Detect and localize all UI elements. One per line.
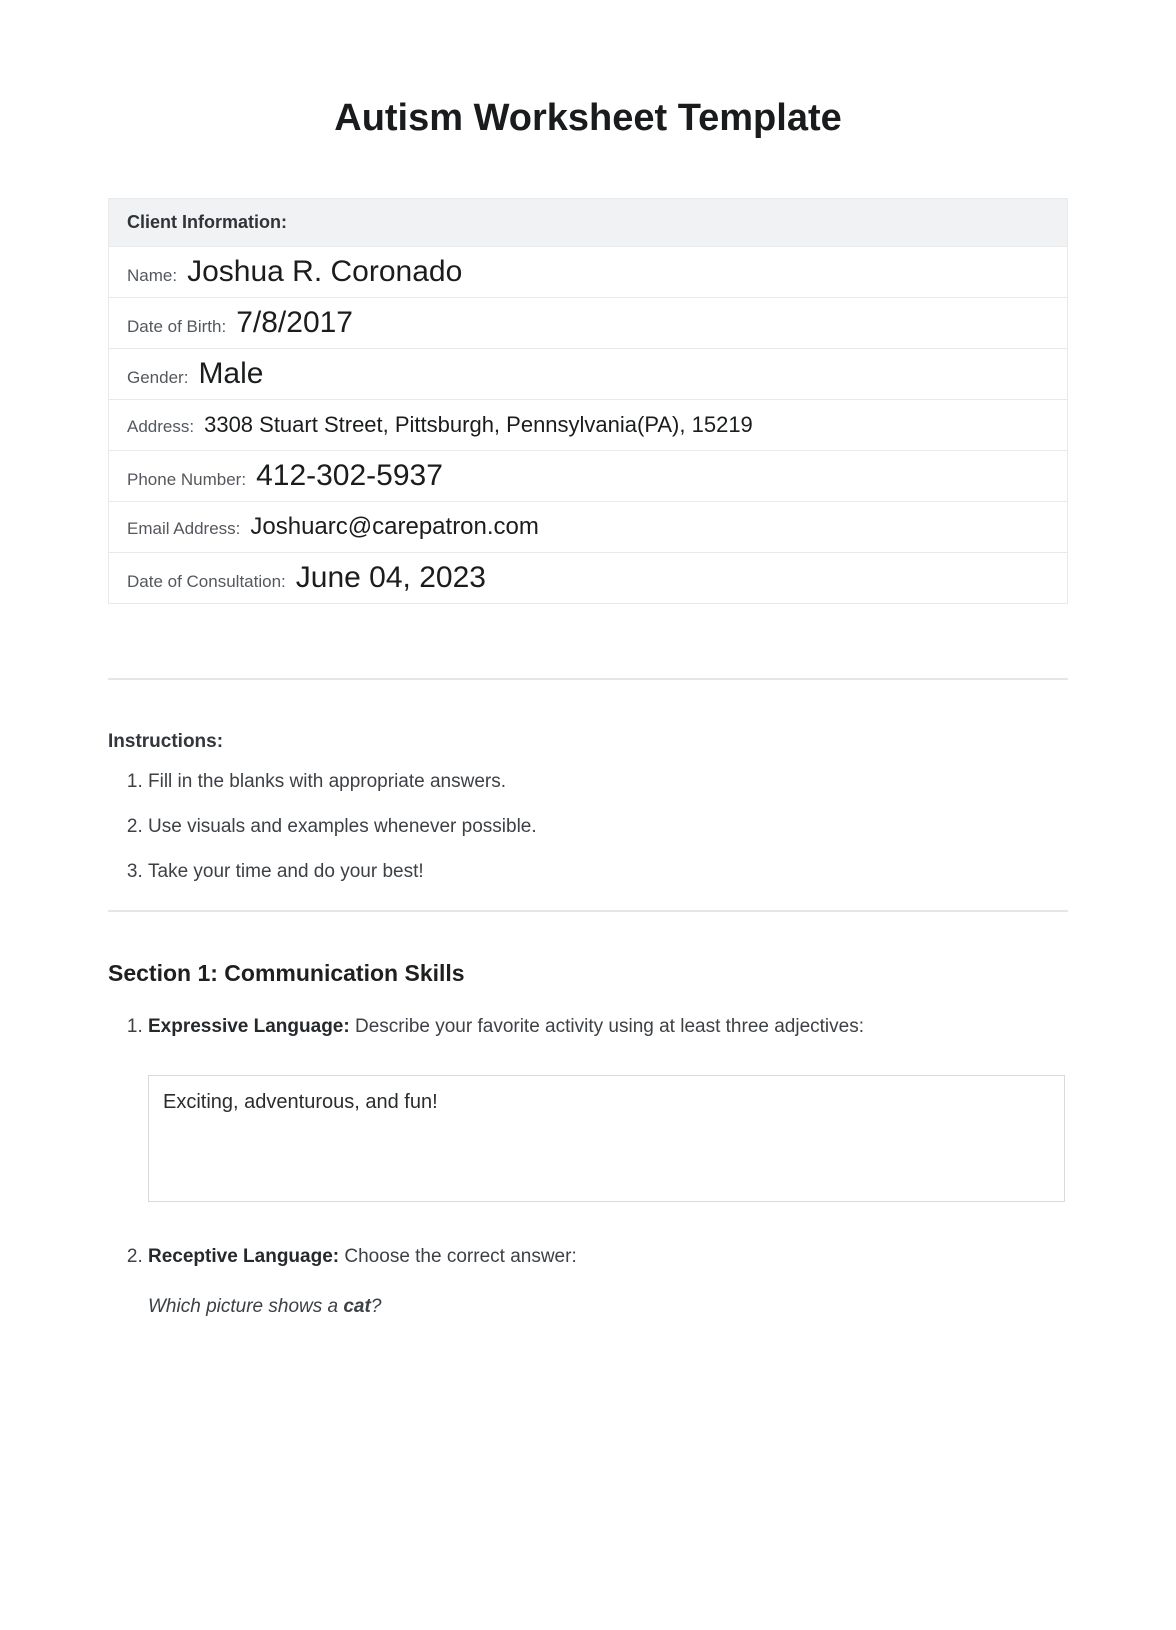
client-info-header-row [109, 199, 1068, 247]
section-divider-top [108, 678, 1068, 680]
question-2-label: Receptive Language: [148, 1246, 340, 1267]
client-row-email [109, 502, 1068, 553]
question-2-prompt: Choose the correct answer: [344, 1246, 577, 1267]
instructions-list [108, 770, 1068, 884]
field-value-name: Joshua R. Coronado [187, 255, 463, 288]
instruction-item-1: 1. Fill in the blanks with appropriate answers. [148, 770, 1068, 794]
expressive-language-answer-box[interactable]: Exciting, adventurous, and fun! [148, 1075, 1065, 1202]
client-info-header: Client Information: [109, 199, 1068, 247]
question-text-emphasis: cat [343, 1296, 371, 1317]
field-label-name: Name: [127, 266, 178, 285]
question-1-prompt: Describe your favorite activity using at least three adjectives: [354, 1016, 864, 1037]
question-text-suffix: ? [370, 1296, 382, 1317]
client-row-dob [109, 298, 1068, 349]
field-value-dob: 7/8/2017 [236, 306, 353, 339]
client-row-gender [109, 349, 1068, 400]
client-info-table [108, 198, 1068, 604]
field-label-email: Email Address: [127, 519, 241, 538]
question-text-prefix: Which picture shows a [148, 1296, 344, 1317]
field-value-gender: Male [198, 357, 264, 390]
question-1-label: Expressive Language: [148, 1016, 350, 1037]
client-row-consultation-date [109, 553, 1068, 604]
client-row-name [109, 247, 1068, 298]
question-2 [148, 1245, 1068, 1269]
field-label-dob: Date of Birth: [127, 317, 227, 336]
field-value-email: Joshuarc@carepatron.com [250, 513, 539, 540]
field-label-gender: Gender: [127, 368, 189, 387]
instruction-item-3: 3. Take your time and do your best! [148, 860, 1068, 884]
instruction-item-2: 2. Use visuals and examples whenever possible. [148, 815, 1068, 839]
field-label-consultation-date: Date of Consultation: [127, 572, 286, 591]
client-row-address [109, 400, 1068, 451]
field-value-address: 3308 Stuart Street, Pittsburgh, Pennsylvania(PA), 15219 [204, 412, 753, 437]
page-title: Autism Worksheet Template [334, 97, 842, 139]
question-1-list [108, 1015, 1068, 1039]
section-divider-bottom [108, 910, 1068, 912]
field-label-phone: Phone Number: [127, 470, 247, 489]
field-label-address: Address: [127, 417, 195, 436]
client-row-phone [109, 451, 1068, 502]
field-value-phone: 412-302-5937 [256, 459, 443, 492]
field-value-consultation-date: June 04, 2023 [295, 561, 486, 594]
section1-heading: Section 1: Communication Skills [108, 960, 465, 986]
question-2-list [108, 1245, 1068, 1269]
instructions-heading: Instructions: [108, 731, 224, 752]
receptive-language-question [148, 1295, 1068, 1319]
question-1 [148, 1015, 1068, 1039]
